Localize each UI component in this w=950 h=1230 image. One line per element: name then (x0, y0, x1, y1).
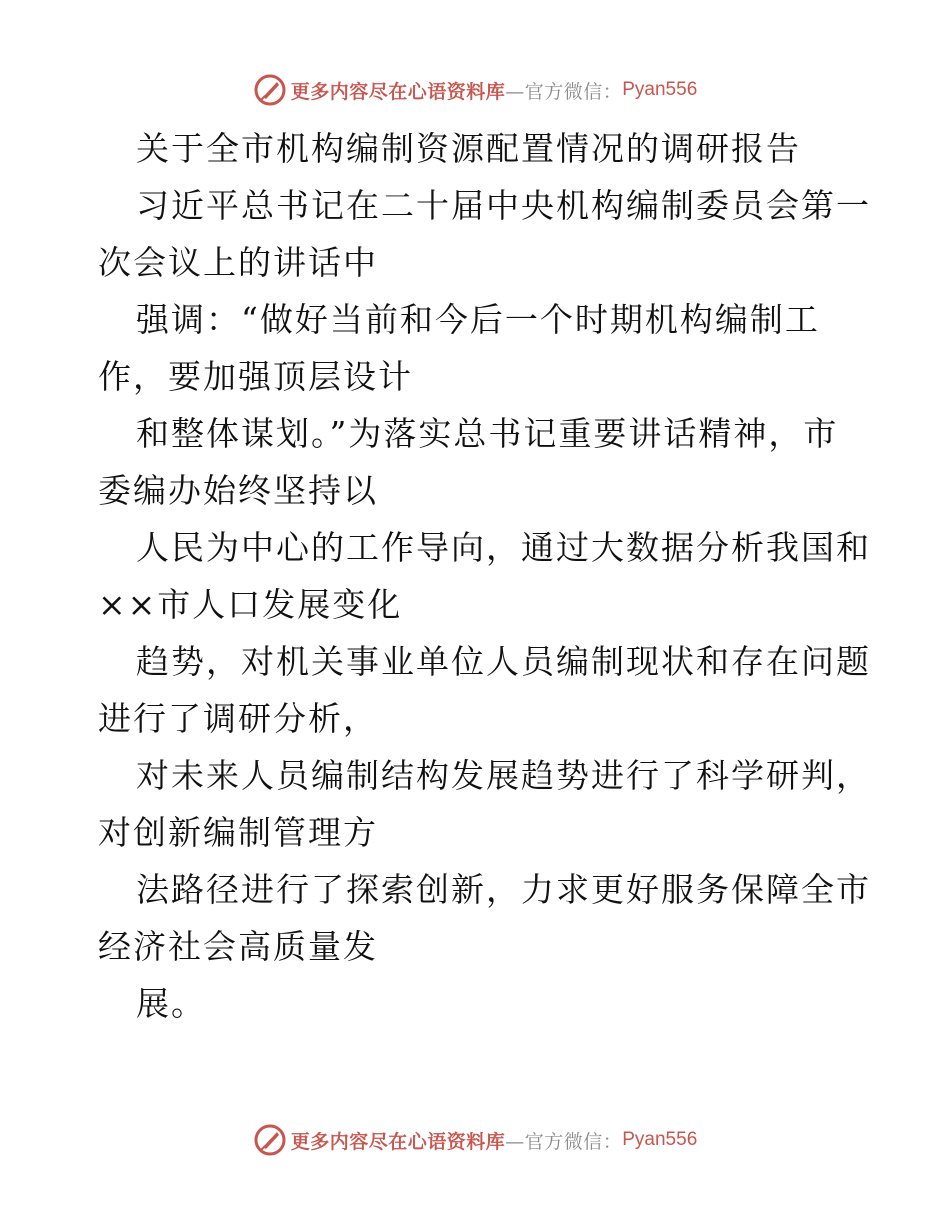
text-line: 和整体谋划。”为落实总书记重要讲话精神，市 (136, 414, 839, 453)
text-line: 趋势，对机关事业单位人员编制现状和存在问题 (136, 642, 871, 681)
text-line: 对创新编制管理方 (98, 813, 378, 852)
text-line: 人民为中心的工作导向，通过大数据分析我国和 (136, 528, 871, 567)
text-line: 作，要加强顶层设计 (98, 357, 413, 396)
text-line: 习近平总书记在二十届中央机构编制委员会第一 (136, 186, 871, 225)
watermark-wechat-label: —官方微信： (505, 80, 623, 103)
watermark-brand-text: 更多内容尽在心语资料库 (290, 1130, 506, 1153)
watermark-wechat-id: Pyan556 (622, 79, 698, 100)
text-line: 对未来人员编制结构发展趋势进行了科学研判， (136, 756, 871, 795)
watermark-wechat-id: Pyan556 (622, 1129, 698, 1150)
text-line: 次会议上的讲话中 (98, 243, 378, 282)
text-line: 强调：“做好当前和今后一个时期机构编制工 (136, 300, 820, 339)
footer-watermark (0, 1120, 950, 1160)
text-line: 经济社会高质量发 (98, 927, 378, 966)
text-line: 委编办始终坚持以 (98, 471, 378, 510)
watermark-wechat-label: —官方微信： (505, 1130, 623, 1153)
document-body (98, 120, 871, 1032)
text-line: 进行了调研分析， (98, 699, 378, 738)
text-line: 法路径进行了探索创新，力求更好服务保障全市 (136, 870, 871, 909)
quill-logo-icon (253, 1123, 287, 1157)
text-line: ××市人口发展变化 (98, 585, 403, 624)
quill-logo-icon (253, 73, 287, 107)
watermark-brand-text: 更多内容尽在心语资料库 (290, 80, 506, 103)
text-line: 展。 (136, 984, 206, 1023)
header-watermark (0, 70, 950, 110)
text-line: 关于全市机构编制资源配置情况的调研报告 (136, 129, 801, 168)
